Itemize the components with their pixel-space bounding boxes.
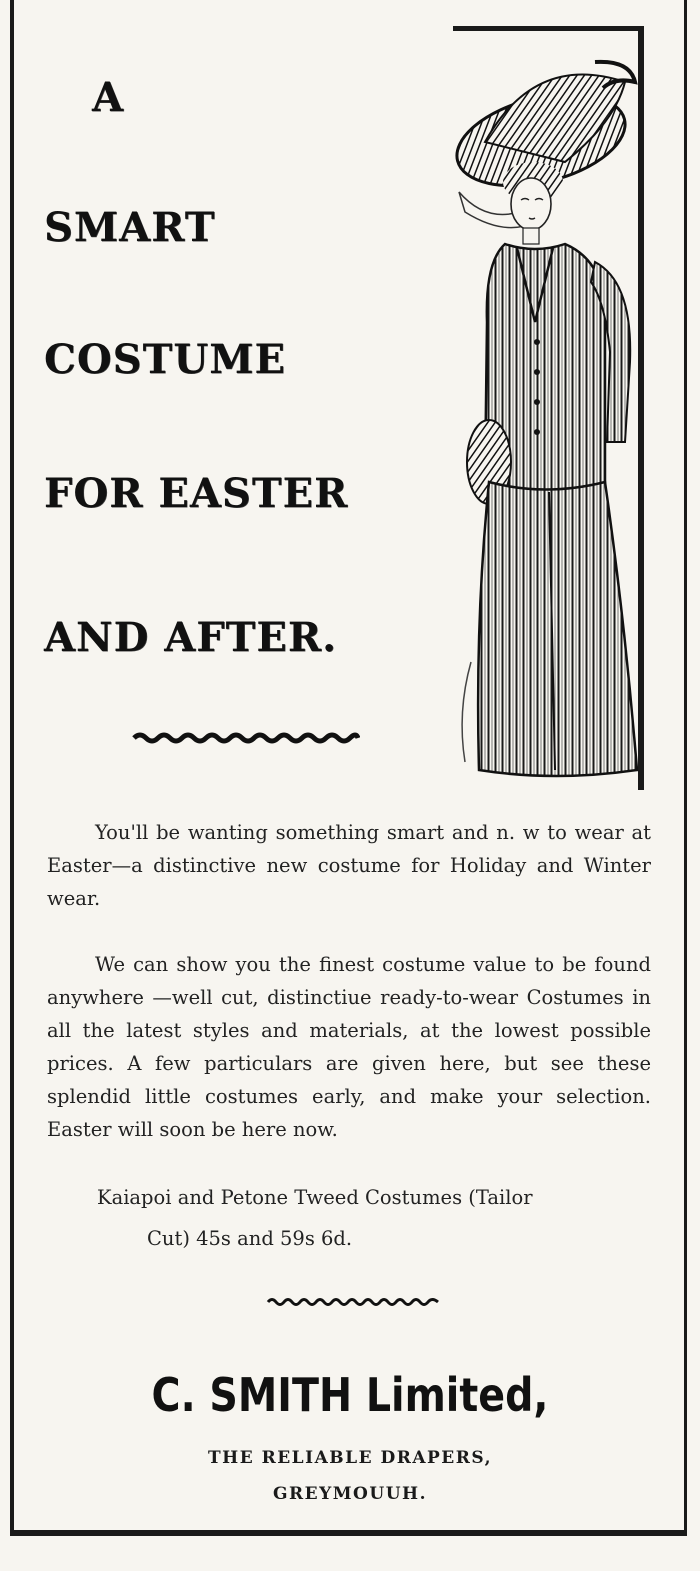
body-paragraph-1: You'll be wanting something smart and n. w to wear at Easter—a distinctive new costume for Holiday and Winter wear. <box>47 821 651 910</box>
headline-line-and-after: AND AFTER. <box>44 614 338 661</box>
firm-name: C. SMITH Limited, <box>151 1368 549 1422</box>
woman-in-striped-costume-illustration <box>445 22 655 792</box>
wavy-divider-top <box>132 728 360 748</box>
right-border-rule <box>684 0 687 1535</box>
headline-article: A <box>92 74 125 121</box>
headline-line-for-easter: FOR EASTER <box>44 470 349 517</box>
firm-tagline: THE RELIABLE DRAPERS, <box>208 1448 492 1468</box>
firm-town: GREYMOUUH. <box>273 1484 427 1504</box>
headline-line-costume: COSTUME <box>44 336 286 383</box>
bottom-border-rule <box>10 1530 687 1536</box>
body-paragraph-2: We can show you the finest costume value to be found anywhere —well cut, distinctiue ready-to-wear Costumes in all the latest styles and materials, at the lowest possible prices. A few particulars are given here, but see these splendid little costumes early, and make your selection. Easter will soon be here now. <box>47 953 651 1141</box>
headline-line-smart: SMART <box>44 204 216 251</box>
left-border-rule <box>10 0 14 1535</box>
product-line-2: Cut) 45s and 59s 6d. <box>147 1227 353 1250</box>
product-line-1: Kaiapoi and Petone Tweed Costumes (Tailor <box>97 1186 533 1209</box>
wavy-divider-bottom <box>266 1294 440 1310</box>
